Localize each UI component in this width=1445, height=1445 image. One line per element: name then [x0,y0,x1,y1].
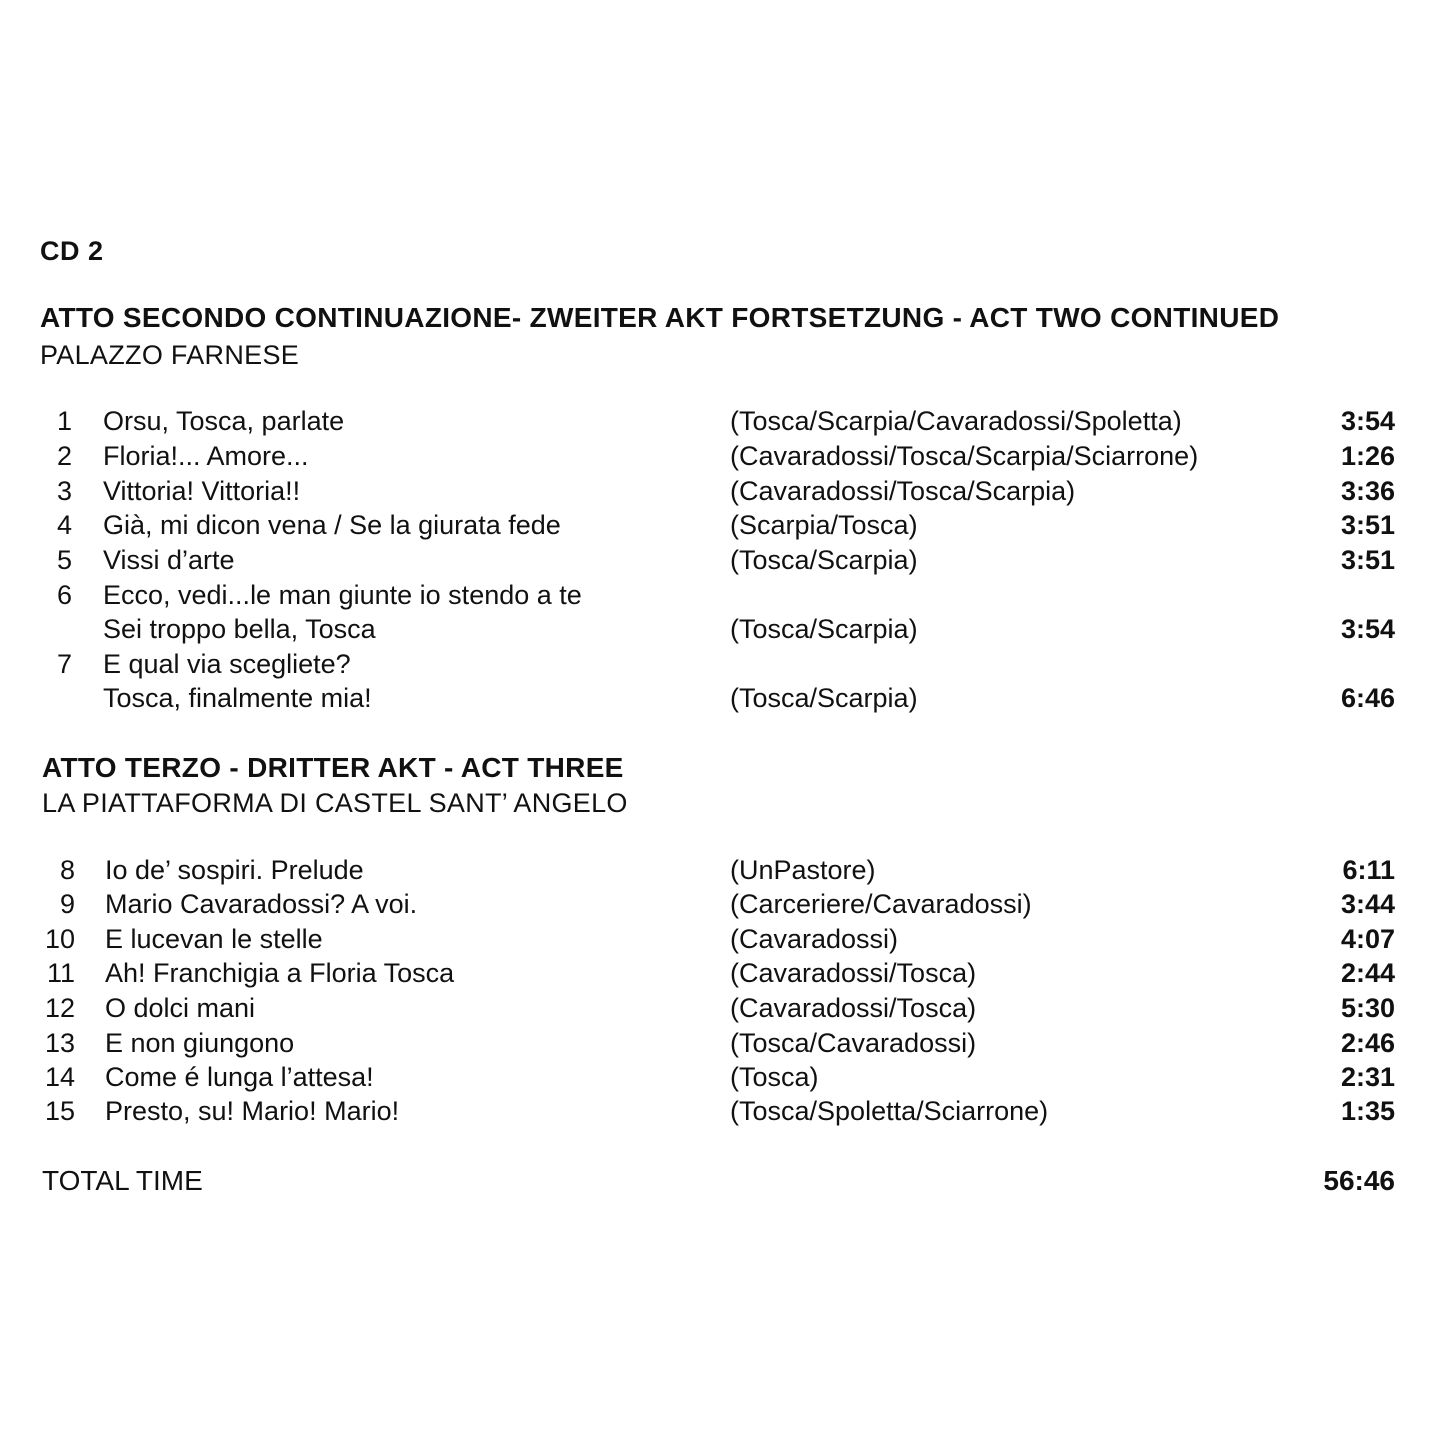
track-row [0,476,1445,510]
track-row [0,406,1445,440]
track-number: 12 [44,993,75,1023]
track-roles: (Tosca/Scarpia) [730,614,918,644]
cd-label: CD 2 [40,236,104,266]
track-row [0,958,1445,992]
track-number: 6 [56,580,72,610]
track-title: Floria!... Amore... [103,441,309,471]
track-time: 5:30 [1340,993,1395,1023]
track-number: 5 [56,545,72,575]
track-row [0,441,1445,475]
track-roles: (Carceriere/Cavaradossi) [730,889,1032,919]
track-row-continued [0,614,1445,648]
track-number: 15 [44,1096,75,1126]
track-title: Vissi d’arte [103,545,235,575]
track-roles: (Tosca) [730,1062,819,1092]
track-row [0,1028,1445,1062]
track-number: 9 [59,889,75,919]
track-title: Vittoria! Vittoria!! [103,476,301,506]
track-time: 1:35 [1340,1096,1395,1126]
track-title: Presto, su! Mario! Mario! [105,1096,400,1126]
track-roles: (Cavaradossi) [730,924,899,954]
track-row [0,510,1445,544]
track-time: 2:31 [1340,1062,1395,1092]
track-title-continued: Tosca, finalmente mia! [103,683,372,713]
track-roles: (UnPastore) [730,855,876,885]
track-time: 2:44 [1340,958,1395,988]
track-time: 3:44 [1340,889,1395,919]
track-title: O dolci mani [105,993,256,1023]
track-title: Mario Cavaradossi? A voi. [105,889,418,919]
track-roles: (Scarpia/Tosca) [730,510,918,540]
act-two-title: ATTO SECONDO CONTINUAZIONE- ZWEITER AKT FORTSETZUNG - ACT TWO CONTINUED [40,302,1280,333]
track-row [0,1096,1445,1130]
track-roles: (Tosca/Spoletta/Sciarrone) [730,1096,1049,1126]
track-row [0,545,1445,579]
track-title: Come é lunga l’attesa! [105,1062,374,1092]
track-roles: (Tosca/Scarpia) [730,545,918,575]
track-row [0,855,1445,889]
track-time: 6:46 [1340,683,1395,713]
track-number: 8 [59,855,75,885]
track-number: 2 [56,441,72,471]
track-title: E non giungono [105,1028,295,1058]
track-title-continued: Sei troppo bella, Tosca [103,614,376,644]
track-title: Ah! Franchigia a Floria Tosca [105,958,455,988]
track-roles: (Cavaradossi/Tosca) [730,958,977,988]
track-time: 3:51 [1340,510,1395,540]
track-time: 3:54 [1340,614,1395,644]
track-time: 1:26 [1340,441,1395,471]
track-number: 3 [56,476,72,506]
track-number: 11 [46,958,75,988]
track-title: Ecco, vedi...le man giunte io stendo a te [103,580,582,610]
act-two-location: PALAZZO FARNESE [40,340,300,370]
track-row [0,924,1445,958]
track-row [0,649,1445,683]
track-number: 10 [44,924,75,954]
track-time: 4:07 [1340,924,1395,954]
track-row-continued [0,683,1445,717]
track-title: E qual via scegliete? [103,649,351,679]
track-roles: (Tosca/Scarpia/Cavaradossi/Spoletta) [730,406,1182,436]
act-three-title: ATTO TERZO - DRITTER AKT - ACT THREE [42,752,624,783]
track-time: 6:11 [1342,855,1395,885]
track-number: 14 [44,1062,75,1092]
act-three-location: LA PIATTAFORMA DI CASTEL SANT’ ANGELO [42,788,628,818]
track-time: 3:36 [1340,476,1395,506]
track-time: 3:54 [1340,406,1395,436]
track-number: 4 [56,510,72,540]
total-time-value: 56:46 [1323,1165,1395,1196]
total-time-label: TOTAL TIME [42,1165,203,1196]
track-number: 7 [56,649,72,679]
track-time: 3:51 [1340,545,1395,575]
track-number: 13 [44,1028,75,1058]
track-row [0,1062,1445,1096]
track-number: 1 [56,406,72,436]
track-row [0,580,1445,614]
track-roles: (Cavaradossi/Tosca) [730,993,977,1023]
track-row [0,993,1445,1027]
track-time: 2:46 [1340,1028,1395,1058]
track-roles: (Cavaradossi/Tosca/Scarpia/Sciarrone) [730,441,1199,471]
track-title: E lucevan le stelle [105,924,323,954]
track-title: Io de’ sospiri. Prelude [105,855,364,885]
track-title: Già, mi dicon vena / Se la giurata fede [103,510,561,540]
track-roles: (Tosca/Scarpia) [730,683,918,713]
track-row [0,889,1445,923]
track-roles: (Cavaradossi/Tosca/Scarpia) [730,476,1076,506]
track-title: Orsu, Tosca, parlate [103,406,345,436]
track-roles: (Tosca/Cavaradossi) [730,1028,977,1058]
